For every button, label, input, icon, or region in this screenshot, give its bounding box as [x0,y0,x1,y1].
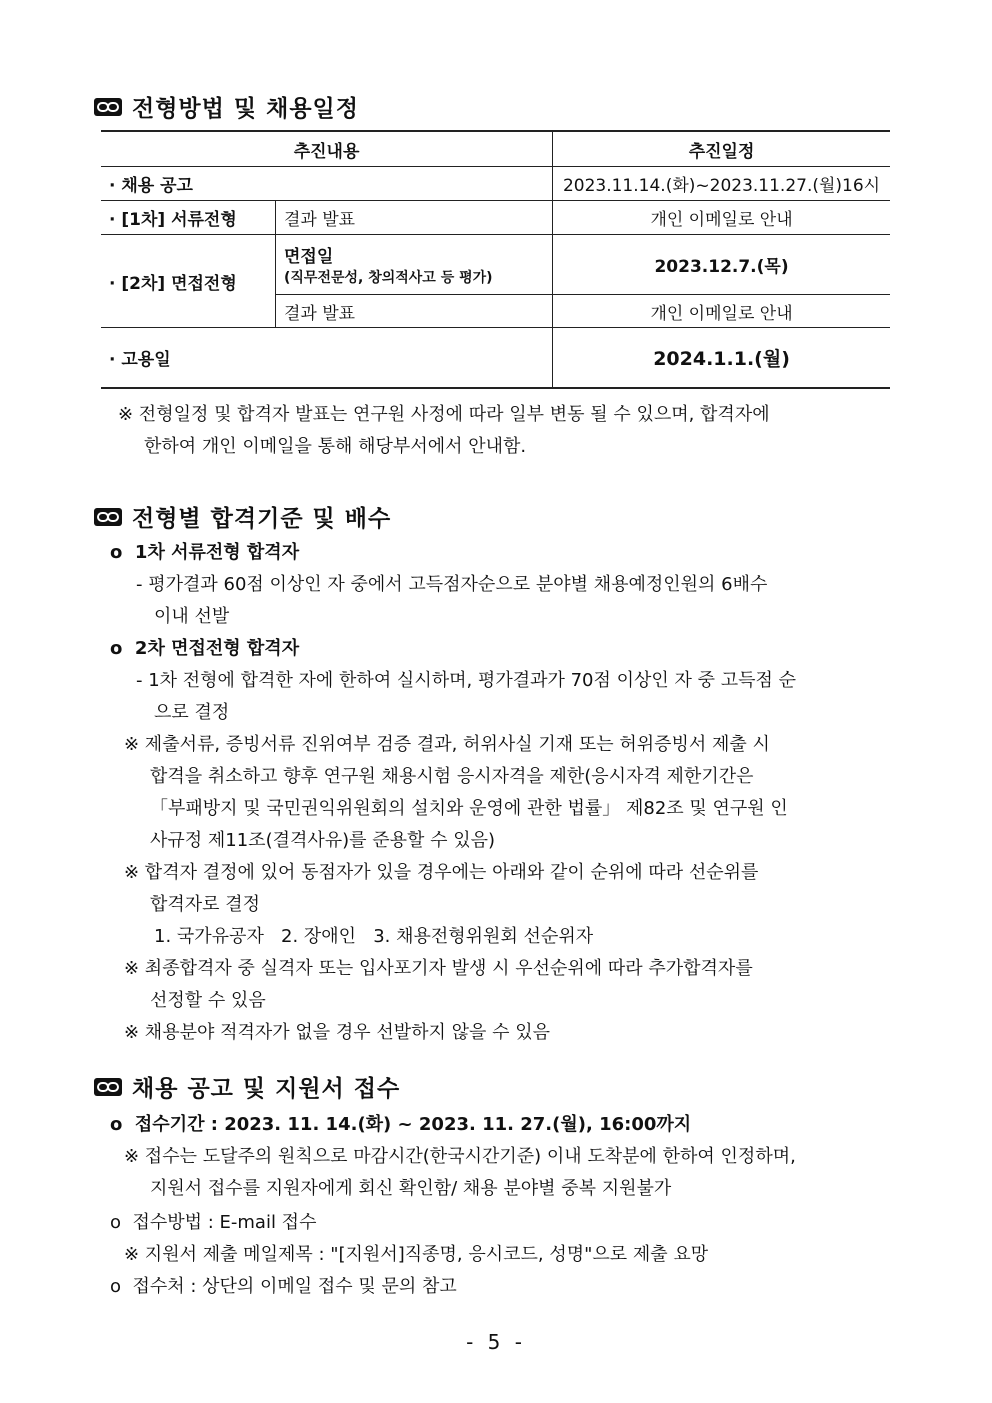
application-place [110,1272,457,1298]
application-note: ※ 지원서 제출 메일제목 : "[지원서]직종명, 응시코드, 성명"으로 제출 요망 [124,1244,709,1265]
interview-note: (직무전문성, 창의적사고 등 평가) [284,270,493,286]
schedule-table [101,130,890,389]
criteria-item-1 [110,538,299,564]
table-cell: 2024.1.1.(월) [553,328,890,388]
criteria-note: 합격자로 결정 [150,894,261,915]
table-cell [276,235,553,295]
page-number: - 5 - [466,1330,526,1354]
table-cell: · 채용 공고 [101,167,553,201]
criteria-note: 「부패방지 및 국민권익위원회의 설치와 운영에 관한 법률」 제82조 및 연구원 인 [150,798,788,819]
criteria-item-title: 2차 면접전형 합격자 [134,638,300,659]
table-cell: · [2차] 면접전형 [101,235,276,328]
table-cell: 개인 이메일로 안내 [553,201,890,235]
table-cell: 결과 발표 [276,295,553,328]
table-header-row [101,131,890,167]
application-period [110,1110,691,1136]
criteria-detail: 으로 결정 [154,702,230,723]
application-method [110,1208,316,1234]
table-cell: 2023.11.14.(화)~2023.11.27.(월)16시 [553,167,890,201]
circle-bullet-icon: o [110,638,123,659]
criteria-note: 사규정 제11조(결격사유)를 준용할 수 있음) [150,830,496,851]
schedule-note-line1: ※ 전형일정 및 합격자 발표는 연구원 사정에 따라 일부 변동 될 수 있으며, 합격자에 [118,404,770,425]
section-heading-schedule [94,90,359,123]
table-header-date: 추진일정 [553,131,890,167]
link-icon [94,1078,122,1096]
link-icon [94,508,122,526]
table-header-content: 추진내용 [101,131,553,167]
criteria-item-2 [110,634,299,660]
criteria-note: ※ 제출서류, 증빙서류 진위여부 검증 결과, 허위사실 기재 또는 허위증빙서 제출 시 [124,734,770,755]
table-cell: · [1차] 서류전형 [101,201,276,235]
circle-bullet-icon: o [110,1276,122,1297]
table-row [101,167,890,201]
link-icon [94,98,122,116]
application-period-text: 접수기간 : 2023. 11. 14.(화) ~ 2023. 11. 27.(월), 16:00까지 [134,1114,692,1135]
section-title: 채용 공고 및 지원서 접수 [132,1076,401,1102]
criteria-note: 1. 국가유공자 2. 장애인 3. 채용전형위원회 선순위자 [154,926,594,947]
circle-bullet-icon: o [110,542,123,563]
criteria-note: 선정할 수 있음 [150,990,266,1011]
table-cell: 결과 발표 [276,201,553,235]
table-cell: 개인 이메일로 안내 [553,295,890,328]
criteria-detail: - 1차 전형에 합격한 자에 한하여 실시하며, 평가결과가 70점 이상인 자 중 고득점 순 [136,670,796,691]
table-cell: 2023.12.7.(목) [553,235,890,295]
criteria-note: 합격을 취소하고 향후 연구원 채용시험 응시자격을 제한(응시자격 제한기간은 [150,766,754,787]
criteria-detail: 이내 선발 [154,606,230,627]
table-cell: · 고용일 [101,328,553,388]
criteria-note: ※ 합격자 결정에 있어 동점자가 있을 경우에는 아래와 같이 순위에 따라 선순위를 [124,862,759,883]
application-method-text: 접수방법 : E-mail 접수 [132,1212,317,1233]
application-note: ※ 접수는 도달주의 원칙으로 마감시간(한국시간기준) 이내 도착분에 한하여 인정하며, [124,1146,796,1167]
circle-bullet-icon: o [110,1212,122,1233]
section-title: 전형별 합격기준 및 배수 [132,506,392,532]
application-place-text: 접수처 : 상단의 이메일 접수 및 문의 참고 [132,1276,457,1297]
table-row [101,235,890,295]
criteria-detail: - 평가결과 60점 이상인 자 중에서 고득점자순으로 분야별 채용예정인원의 6배수 [136,574,768,595]
section-heading-application [94,1070,400,1103]
table-row [101,328,890,388]
application-note: 지원서 접수를 지원자에게 회신 확인함/ 채용 분야별 중복 지원불가 [150,1178,672,1199]
schedule-note-line2: 한하여 개인 이메일을 통해 해당부서에서 안내함. [144,436,527,457]
section-heading-criteria [94,500,391,533]
table-row [101,201,890,235]
criteria-note: ※ 채용분야 적격자가 없을 경우 선발하지 않을 수 있음 [124,1022,551,1043]
circle-bullet-icon: o [110,1114,123,1135]
criteria-note: ※ 최종합격자 중 실격자 또는 입사포기자 발생 시 우선순위에 따라 추가합격자를 [124,958,753,979]
criteria-item-title: 1차 서류전형 합격자 [134,542,300,563]
section-title: 전형방법 및 채용일정 [132,96,359,122]
interview-label: 면접일 [284,247,334,267]
